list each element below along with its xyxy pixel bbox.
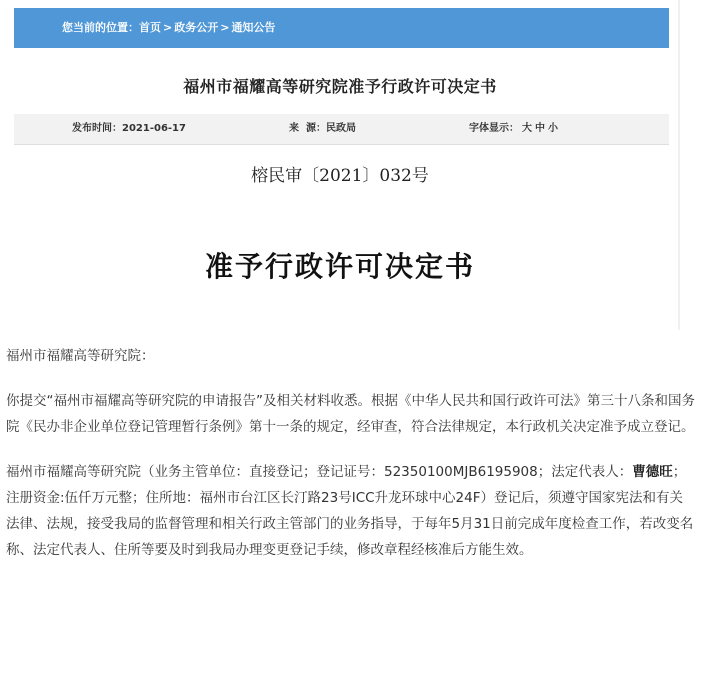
- font-size-medium-button[interactable]: 中: [535, 123, 545, 134]
- publish-date-value: 2021-06-17: [122, 123, 186, 134]
- document-number: 榕民审〔2021〕032号: [251, 166, 429, 186]
- article-source: [289, 114, 356, 144]
- publish-date: [72, 114, 186, 144]
- screenshot-edge: [678, 0, 680, 330]
- source-label: 来 源：: [289, 123, 326, 134]
- paragraph-registration-part-b: ；注册资金:伍仟万元整；住所地：福州市台江区长汀路23号ICC升龙环球中心24F）登记后，须遵守国家宪法和有关法律、法规，接受我局的监督管理和相关行政主管部门的业务指导，于每年5月31日前完成年度检查工作，若改变名称、法定代表人、住所等要及时到我局办理变更登记手续，修改章程经核准后方能生效。: [6, 464, 694, 558]
- embedded-screenshot: [0, 0, 680, 330]
- paragraph-registration-part-a: 福州市福耀高等研究院（业务主管单位：直接登记；登记证号：52350100MJB6195908；法定代表人：: [6, 464, 633, 480]
- source-value: 民政局: [325, 123, 356, 134]
- addressee: 福州市福耀高等研究院：: [6, 348, 155, 364]
- breadcrumb-separator: >: [163, 21, 173, 34]
- publish-date-label: 发布时间：: [72, 123, 122, 134]
- document-title: 准予行政许可决定书: [204, 250, 475, 283]
- font-size-large-button[interactable]: 大: [522, 123, 532, 134]
- article-meta-bar: [14, 114, 669, 145]
- breadcrumb-bar: [14, 8, 669, 48]
- article-title: 福州市福耀高等研究院准予行政许可决定书: [183, 77, 497, 96]
- article-body: [6, 343, 696, 582]
- font-size-switcher: [469, 114, 558, 144]
- font-size-label: 字体显示：: [469, 123, 519, 134]
- paragraph-application: 你提交“福州市福耀高等研究院的申请报告”及相关材料收悉。根据《中华人民共和国行政许可法》第三十八条和国务院《民办非企业单位登记管理暂行条例》第十一条的规定，经审查，符合法律规定，本行政机关决定准予成立登记。: [6, 393, 695, 435]
- breadcrumb-gov-affairs[interactable]: 政务公开: [174, 21, 219, 34]
- font-size-small-button[interactable]: 小: [548, 123, 558, 134]
- breadcrumb-prefix: 您当前的位置：: [62, 21, 139, 34]
- breadcrumb-separator: >: [220, 21, 230, 34]
- breadcrumb-home[interactable]: 首页: [139, 21, 161, 34]
- breadcrumb-notices[interactable]: 通知公告: [231, 21, 276, 34]
- paragraph-registration: [6, 459, 696, 563]
- legal-representative: 曹德旺: [632, 464, 673, 480]
